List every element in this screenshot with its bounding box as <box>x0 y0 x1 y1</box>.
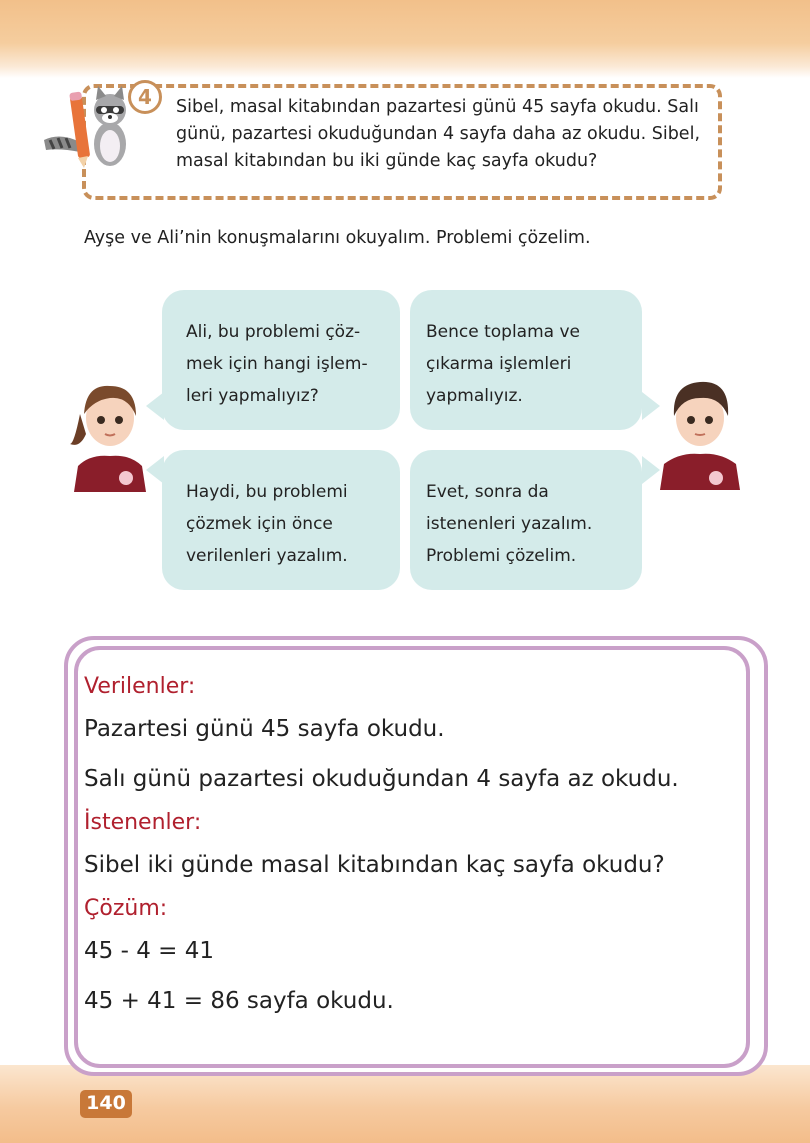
bubble-line: istenenleri yazalım. <box>426 514 593 534</box>
raccoon-mascot-icon <box>40 82 136 174</box>
ali-avatar-icon <box>660 372 740 490</box>
problem-text <box>176 94 716 175</box>
bubble-line: mek için hangi işlem- <box>186 354 368 374</box>
top-decorative-band <box>0 0 810 78</box>
asked-line: Sibel iki günde masal kitabından kaç sayfa okudu? <box>84 852 665 878</box>
ayse-avatar-icon <box>70 374 146 492</box>
bubble-tail <box>642 392 660 420</box>
solution-heading: Çözüm: <box>84 896 168 921</box>
bubble-line: verilenleri yazalım. <box>186 546 348 566</box>
problem-number-badge: 4 <box>128 80 162 114</box>
speech-bubble-ali-2 <box>410 450 642 590</box>
solution-step: 45 + 41 = 86 sayfa okudu. <box>84 988 394 1014</box>
given-line: Pazartesi günü 45 sayfa okudu. <box>84 716 445 742</box>
speech-bubble-ayse-1 <box>162 290 400 430</box>
bubble-tail <box>642 456 660 484</box>
solution-content <box>84 668 724 1026</box>
asked-heading: İstenenler: <box>84 810 202 835</box>
given-line: Salı günü pazartesi okuduğundan 4 sayfa az okudu. <box>84 766 679 792</box>
bubble-line: Bence toplama ve <box>426 322 581 342</box>
given-heading: Verilenler: <box>84 674 196 699</box>
bubble-line: Haydi, bu problemi <box>186 482 348 502</box>
bubble-line: leri yapmalıyız? <box>186 386 319 406</box>
solution-step: 45 - 4 = 41 <box>84 938 214 964</box>
bubble-line: çözmek için önce <box>186 514 333 534</box>
problem-line: Sibel, masal kitabından pazartesi günü 45 sayfa okudu. Salı <box>176 97 699 117</box>
bubble-line: Problemi çözelim. <box>426 546 577 566</box>
problem-line: masal kitabından bu iki günde kaç sayfa okudu? <box>176 151 598 171</box>
instruction-text: Ayşe ve Ali’nin konuşmalarını okuyalım. Problemi çözelim. <box>84 228 591 248</box>
problem-line: günü, pazartesi okuduğundan 4 sayfa daha az okudu. Sibel, <box>176 124 701 144</box>
bubble-line: yapmalıyız. <box>426 386 523 406</box>
bubble-line: Ali, bu problemi çöz- <box>186 322 361 342</box>
bubble-line: çıkarma işlemleri <box>426 354 572 374</box>
bubble-line: Evet, sonra da <box>426 482 549 502</box>
page-number: 140 <box>80 1090 132 1118</box>
speech-bubble-ayse-2 <box>162 450 400 590</box>
speech-bubble-ali-1 <box>410 290 642 430</box>
